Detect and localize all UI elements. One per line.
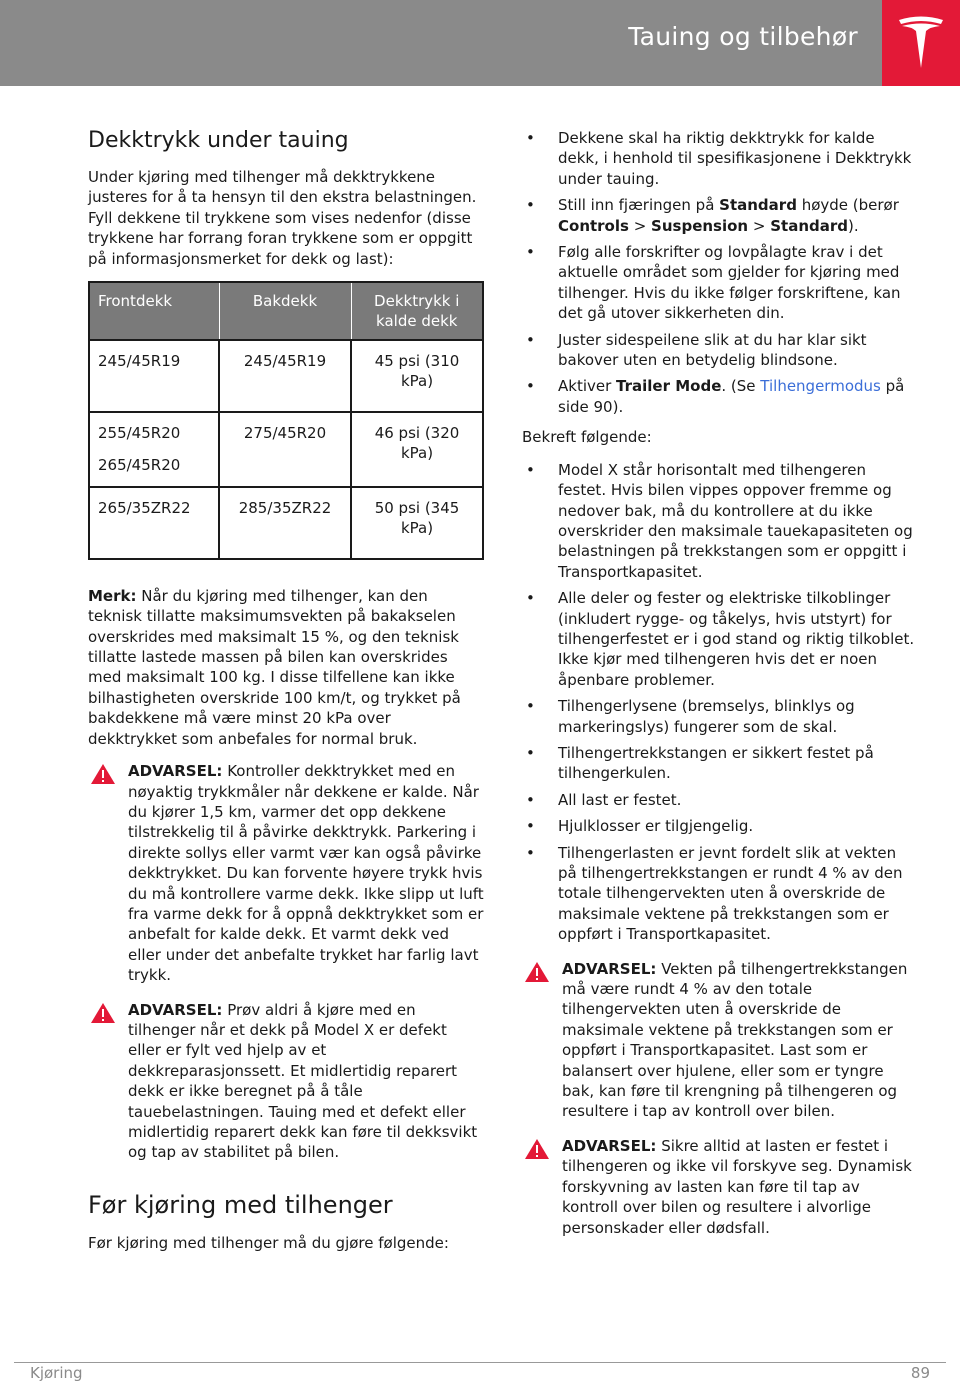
front-tire: 245/45R19 bbox=[98, 352, 181, 371]
section-heading: Dekktrykk under tauing bbox=[88, 128, 349, 153]
note-label: Merk: bbox=[88, 586, 137, 605]
list-item-text: Alle deler og fester og elektriske tilkoblinger (inkludert rygge- og tåkelys, hvis utstyrt) for tilhengerfestet er i god stand og riktig tilkoblet. Ikke kjør med tilhengeren hvis det er noen åpenbare problemer. bbox=[558, 589, 915, 689]
page-number: 89 bbox=[910, 1364, 930, 1382]
text-segment: Still inn fjæringen på bbox=[558, 196, 720, 215]
footer-section: Kjøring bbox=[30, 1364, 83, 1382]
text-segment: ). bbox=[848, 216, 859, 235]
warning-icon bbox=[90, 763, 116, 785]
table-cell bbox=[89, 340, 219, 412]
tesla-logo-icon bbox=[896, 14, 946, 70]
list-item: • Følg alle forskrifter og lovpålagte krav i det aktuelle området som gjelder for kjøring med tilhenger. Hvis du ikke følger forskriftene, kan det gå utover sikkerheten din. bbox=[526, 243, 901, 323]
text-segment: . (Se bbox=[721, 377, 761, 396]
page-title: Tauing og tilbehør bbox=[628, 22, 858, 51]
warning-block bbox=[522, 959, 918, 1122]
table-cell: 245/45R19 bbox=[219, 340, 351, 412]
list-item-text: Tilhengerlysene (bremselys, blinklys og markeringslys) fungerer som de skal. bbox=[558, 697, 855, 736]
warning-icon bbox=[524, 1138, 550, 1160]
confirm-paragraph: Bekreft følgende: bbox=[522, 428, 652, 447]
list-item-text: All last er festet. bbox=[558, 790, 682, 809]
warning-icon bbox=[90, 1002, 116, 1024]
warning-label: ADVARSEL: bbox=[562, 959, 657, 978]
list-item: • Dekkene skal ha riktig dekktrykk for kalde dekk, i henhold til spesifikasjonene i Dekktrykk under tauing. bbox=[526, 129, 912, 188]
text-segment: > bbox=[748, 216, 771, 235]
check-list bbox=[522, 460, 918, 945]
table-header: Frontdekk bbox=[89, 282, 219, 340]
list-item-text: Tilhengertrekkstangen er sikkert festet på tilhengerkulen. bbox=[558, 743, 874, 783]
left-column bbox=[88, 128, 484, 1265]
list-item-text: Dekkene skal ha riktig dekktrykk for kalde dekk, i henhold til spesifikasjonene i Dekktrykk under tauing. bbox=[558, 129, 912, 188]
list-item: • Tilhengerlasten er jevnt fordelt slik at vekten på tilhengertrekkstangen er rundt 4 % av den totale tilhengervekten uten å overskride de maksimale vektene på trekkstangen som er oppført i Transportkapasitet. bbox=[526, 843, 903, 944]
warning-text: Kontroller dekktrykket med en nøyaktig trykkmåler når dekkene er kalde. Når du kjører 1,5 km, varmer det opp dekkene tilstrekkelig til å påvirke dekktrykk. Parkering i direkte sollys eller varmt vær kan også påvirke dekktrykket. Du kan forvente høyere trykk hvis du må kontrollere varme dekk. Ikke slipp ut luft fra varme dekk for å oppnå dekktrykket som er anbefalt for kalde dekk. Et varmt dekk ved eller under det anbefalte trykket har farlig lavt trykk. bbox=[128, 762, 484, 985]
ui-term: Controls bbox=[558, 216, 629, 235]
table-cell: 275/45R20 bbox=[219, 412, 351, 487]
list-item: • Hjulklosser er tilgjengelig. bbox=[526, 817, 754, 836]
text-segment: Aktiver bbox=[558, 377, 617, 396]
list-item: • Tilhengertrekkstangen er sikkert festet på tilhengerkulen. bbox=[526, 743, 874, 783]
warning-label: ADVARSEL: bbox=[562, 1136, 657, 1155]
warning-icon bbox=[524, 961, 550, 983]
section-heading: Før kjøring med tilhenger bbox=[88, 1190, 393, 1219]
list-item: • Juster sidespeilene slik at du har klar sikt bakover uten en betydelig blindsone. bbox=[526, 330, 867, 370]
table-row bbox=[89, 412, 483, 487]
table-row bbox=[89, 340, 483, 412]
ui-term: Trailer Mode bbox=[616, 377, 722, 396]
page-header bbox=[0, 0, 960, 86]
text-segment: på side 90). bbox=[558, 377, 905, 416]
table-header: Bakdekk bbox=[219, 282, 351, 340]
list-item: • Alle deler og fester og elektriske tilkoblinger (inkludert rygge- og tåkelys, hvis utstyrt) for tilhengerfestet er i god stand og riktig tilkoblet. Ikke kjør med tilhengeren hvis det er noen åpenbare problemer. bbox=[526, 589, 915, 689]
note-text: Når du kjøring med tilhenger, kan den teknisk tillatte maksimumsvekten på bakakselen overskrides med maksimalt 15 %, og den teknisk tillatte lastede massen på bilen kan overskrides med maksimalt 100 kg. I disse tilfellene kan ikke bilhastigheten overskride 100 km/t, og trykket på bakdekkene må være minst 20 kPa over dekktrykket som anbefales for normal bruk. bbox=[88, 586, 461, 748]
table-row bbox=[89, 487, 483, 559]
logo-box bbox=[882, 0, 960, 86]
warning-block bbox=[522, 1136, 918, 1238]
tilhengermodus-link[interactable]: Tilhengermodus bbox=[760, 377, 881, 396]
table-cell: 45 psi (310 kPa) bbox=[351, 340, 483, 412]
list-item-text: Model X står horisontalt med tilhengeren festet. Hvis bilen vippes oppover fremme og nedover bak, må du kontrollere at du ikke overskrider den maksimale tauekapasiteten og belastningen på trekkstangen som er oppgitt i Transportkapasitet. bbox=[558, 460, 913, 581]
list-item: • Model X står horisontalt med tilhengeren festet. Hvis bilen vippes oppover fremme og nedover bak, må du kontrollere at du ikke overskrider den maksimale tauekapasiteten og belastningen på trekkstangen som er oppgitt i Transportkapasitet. bbox=[526, 460, 913, 581]
table-header: Dekktrykk i kalde dekk bbox=[351, 282, 483, 340]
ui-term: Standard bbox=[770, 216, 848, 235]
front-tire: 255/45R20 bbox=[98, 424, 181, 443]
list-item: • Tilhengerlysene (bremselys, blinklys og markeringslys) fungerer som de skal. bbox=[526, 697, 855, 736]
list-item: • All last er festet. bbox=[526, 790, 682, 809]
text-segment: høyde (berør bbox=[796, 196, 899, 215]
table-cell: 285/35ZR22 bbox=[219, 487, 351, 559]
list-item-text: Hjulklosser er tilgjengelig. bbox=[558, 817, 754, 836]
list-item-text: Juster sidespeilene slik at du har klar sikt bakover uten en betydelig blindsone. bbox=[558, 330, 867, 370]
warning-label: ADVARSEL: bbox=[128, 1000, 223, 1019]
note-paragraph bbox=[88, 586, 484, 749]
prep-list bbox=[522, 128, 918, 417]
list-item: • Still inn fjæringen på Standard høyde (berør Controls > Suspension > Standard). bbox=[526, 196, 899, 235]
ui-term: Suspension bbox=[651, 216, 749, 235]
table-cell bbox=[89, 412, 219, 487]
footer-divider bbox=[14, 1362, 946, 1363]
table-header-row bbox=[89, 282, 483, 340]
list-item-text: Følg alle forskrifter og lovpålagte krav i det aktuelle området som gjelder for kjøring med tilhenger. Hvis du ikke følger forskriftene, kan det gå utover sikkerheten din. bbox=[558, 243, 901, 323]
warning-text: Vekten på tilhengertrekkstangen må være rundt 4 % av den totale tilhengervekten uten å overskride de maksimale vektene på trekkstangen som er oppført i Transportkapasitet. Last som er balansert over hjulene, eller som er tyngre bak, kan føre til krengning på tilhengeren og resultere i tap av kontroll over bilen. bbox=[562, 959, 908, 1121]
text-segment: > bbox=[628, 216, 652, 235]
table-cell: 46 psi (320 kPa) bbox=[351, 412, 483, 487]
intro-paragraph: Under kjøring med tilhenger må dekktrykkene justeres for å ta hensyn til den ekstra belastningen. Fyll dekkene til trykkene som vises nedenfor (disse trykkene har forrang foran trykkene som er oppgitt på informasjonsmerket for dekk og last): bbox=[88, 168, 477, 268]
warning-label: ADVARSEL: bbox=[128, 762, 223, 781]
intro-paragraph: Før kjøring med tilhenger må du gjøre følgende: bbox=[88, 1233, 449, 1252]
tire-pressure-table bbox=[88, 281, 484, 560]
warning-text: Sikre alltid at lasten er festet i tilhengeren og ikke vil forskyve seg. Dynamisk forskyvning av lasten kan føre til tap av kontroll over bilen og resultere i alvorlige personskader eller dødsfall. bbox=[562, 1136, 912, 1237]
ui-term: Standard bbox=[719, 196, 797, 215]
right-column bbox=[522, 128, 918, 1252]
list-item-text: Tilhengerlasten er jevnt fordelt slik at vekten på tilhengertrekkstangen er rundt 4 % av den totale tilhengervekten uten å overskride de maksimale vektene på trekkstangen som er oppført i Transportkapasitet. bbox=[558, 843, 903, 944]
warning-block bbox=[88, 761, 484, 985]
table-cell: 50 psi (345 kPa) bbox=[351, 487, 483, 559]
front-tire: 265/35ZR22 bbox=[98, 498, 191, 517]
front-tire-alt: 265/45R20 bbox=[98, 456, 181, 475]
list-item: • Aktiver Trailer Mode. (Se Tilhengermodus på side 90). bbox=[526, 377, 905, 416]
warning-block bbox=[88, 1000, 484, 1163]
warning-text: Prøv aldri å kjøre med en tilhenger når et dekk på Model X er defekt eller er fylt ved hjelp av et dekkreparasjonssett. Et midlertidig reparert dekk er ikke beregnet på å tåle tauebelastningen. Tauing med et defekt eller midlertidig reparert dekk kan føre til dekksvikt og tap av stabilitet på bilen. bbox=[128, 1000, 478, 1162]
table-cell bbox=[89, 487, 219, 559]
